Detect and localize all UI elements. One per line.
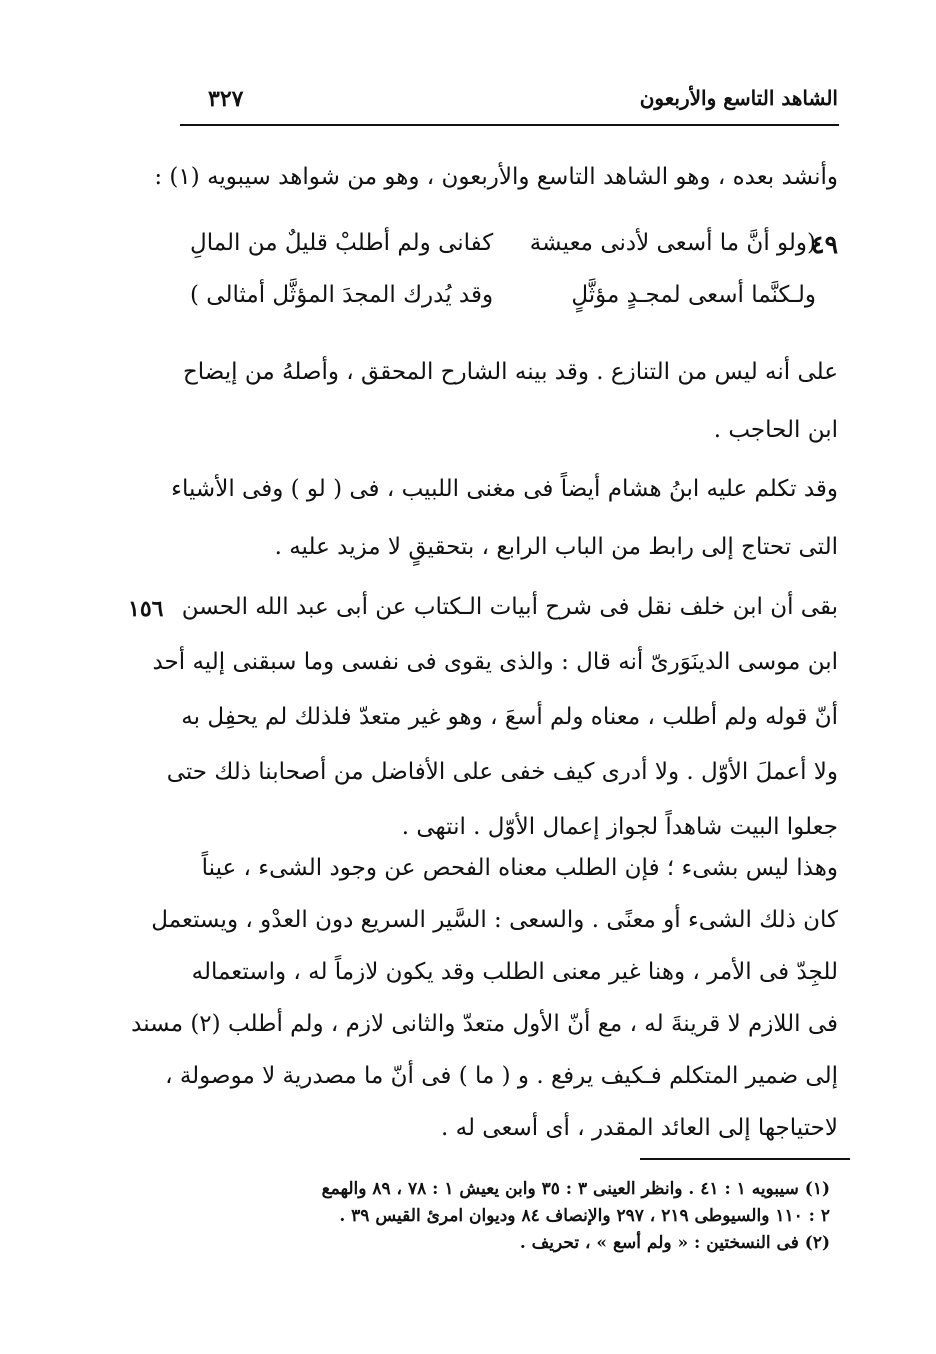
text-line: التى تحتاج إلى رابط من الباب الرابع ، بتحقيقٍ لا مزيد عليه . [274, 534, 838, 560]
verse-line2-second-hemistich: وقد يُدرك المجدَ المؤثَّل أمثالى ) [190, 282, 494, 308]
text-line: ولا أعملَ الأوّل . ولا أدرى كيف خفى على الأفاضل من أصحابنا ذلك حتى [166, 759, 838, 785]
text-line: أنّ قوله ولم أطلب ، معناه ولم أسعَ ، وهو غير متعدّ فلذلك لم يحفِل به [181, 704, 838, 730]
text-line: وهذا ليس بشىء ؛ فإن الطلب معناه الفحص عن وجود الشىء ، عيناً [201, 855, 838, 881]
footnote-line: (١) سيبويه ١ : ٤١ . وانظر العينى ٣ : ٣٥ وابن يعيش ١ : ٧٨ ، ٨٩ والهمع [321, 1179, 830, 1199]
footnote-line: ٢ : ١١٠ والسيوطى ٢١٩ ، ٢٩٧ والإنصاف ٨٤ وديوان امرئ القيس ٣٩ . [339, 1206, 830, 1226]
verse-block [190, 222, 838, 332]
text-line: وأنشد بعده ، وهو الشاهد التاسع والأربعون ، وهو من شواهد سيبويه (١) : [154, 164, 838, 190]
paragraph-1 [182, 343, 838, 459]
text-line: فى اللازم لا قرينةَ له ، مع أنّ الأول متعدّ والثانى لازم ، ولم أطلب (٢) مسند [131, 1011, 838, 1037]
intro-paragraph [154, 147, 838, 208]
margin-page-reference: ١٥٦ [128, 596, 164, 622]
text-line: ابن موسى الدينَوَرىّ أنه قال : والذى يقوى فى نفسى وما سبقنى إليه أحد [152, 649, 838, 675]
page-header [180, 86, 838, 122]
footnote-rule [640, 1158, 850, 1160]
verse-line2-first-hemistich: ولـكنَّما أسعى لمجـدٍ مؤثَّلٍ [571, 282, 816, 308]
paragraph-3 [152, 580, 838, 855]
paragraph-4 [131, 842, 838, 1154]
footnotes [190, 1176, 830, 1257]
text-line: للجِدّ فى الأمر ، وهنا غير معنى الطلب وقد يكون لازماً له ، واستعماله [191, 959, 838, 985]
page-number: ٣٢٧ [208, 86, 244, 112]
text-line: جعلوا البيت شاهداً لجواز إعمال الأوّل . انتهى . [401, 814, 838, 840]
running-title: الشاهد التاسع والأربعون [639, 86, 838, 110]
footnote-line: (٢) فى النسختين : « ولم أسع » ، تحريف . [519, 1233, 830, 1253]
text-line: كان ذلك الشىء أو معنًى . والسعى : السَّير السريع دون العدْو ، ويستعمل [151, 907, 838, 933]
header-rule [180, 124, 839, 126]
paragraph-2 [171, 460, 838, 576]
text-line: على أنه ليس من التنازع . وقد بينه الشارح المحقق ، وأصلهُ من إيضاح [182, 359, 838, 385]
text-line: لاحتياجها إلى العائد المقدر ، أى أسعى له . [441, 1115, 838, 1141]
verse-number: ٤٩ [811, 230, 838, 259]
verse-line1-first-hemistich: (ولو أنَّ ما أسعى لأدنى معيشة [529, 230, 816, 256]
text-line: ابن الحاجب . [713, 417, 838, 443]
text-line: إلى ضمير المتكلم فـكيف يرفع . و ( ما ) فى أنّ ما مصدرية لا موصولة ، [165, 1063, 838, 1089]
text-line: وقد تكلم عليه ابنُ هشام أيضاً فى مغنى اللبيب ، فى ( لو ) وفى الأشياء [171, 476, 838, 502]
text-line: بقى أن ابن خلف نقل فى شرح أبيات الـكتاب عن أبى عبد الله الحسن [181, 594, 838, 620]
verse-line1-second-hemistich: كفانى ولم أطلبْ قليلٌ من المالِ [190, 230, 494, 256]
